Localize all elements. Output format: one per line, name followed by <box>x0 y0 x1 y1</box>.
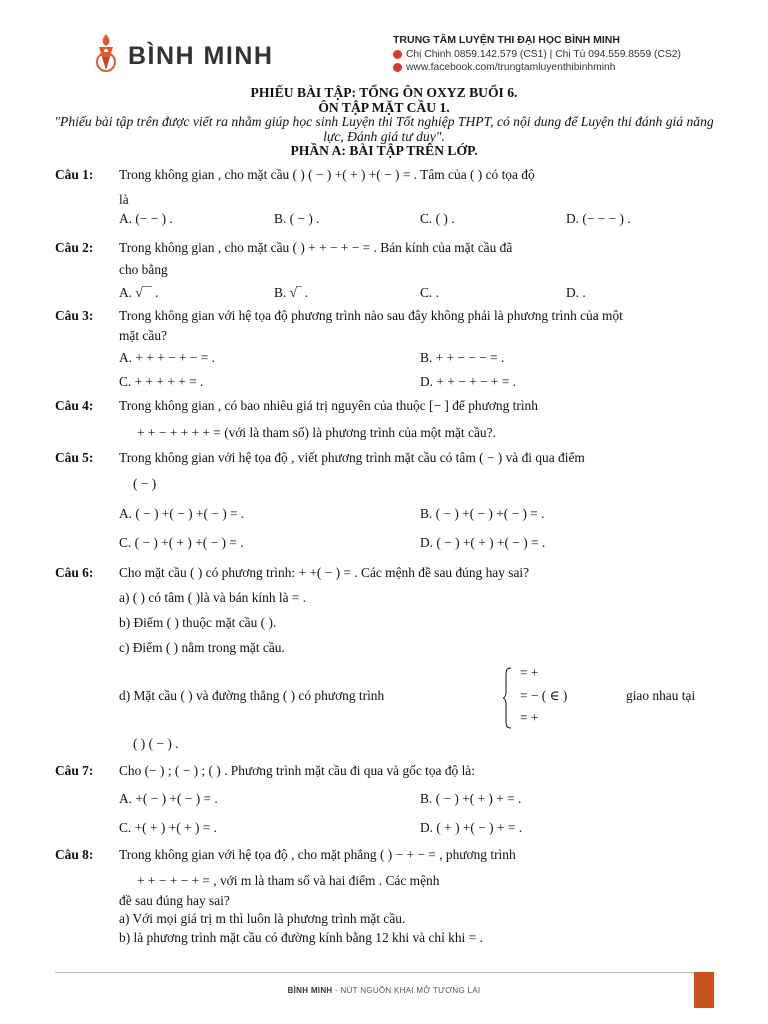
q3-text-2: mặt cầu? <box>119 328 167 343</box>
title-line-1: PHIẾU BÀI TẬP: TỔNG ÔN OXYZ BUỔI 6. <box>250 85 518 100</box>
q2-option-b: B. √‾ . <box>274 285 309 300</box>
q1-option-c: C. ( ) . <box>420 211 455 226</box>
q6-system-line-3: = + <box>520 710 539 725</box>
q8-text-3: đề sau đúng hay sai? <box>119 893 230 908</box>
q1-option-d: D. (− − − ) . <box>566 211 631 226</box>
q2-option-a: A. √‾‾ . <box>119 285 159 300</box>
q8-statement-b: b) là phương trình mặt cầu có đường kính bằng 12 khi và chỉ khi = . <box>119 930 483 945</box>
q7-label: Câu 7: <box>55 763 94 778</box>
pen-torch-logo-icon <box>92 30 120 74</box>
q2-option-c: C. . <box>420 285 439 300</box>
q6-statement-d: d) Mặt cầu ( ) và đường thẳng ( ) có phương trình <box>119 688 385 703</box>
q3-option-a: A. + + + − + − = . <box>119 350 216 365</box>
q3-option-b: B. + + − − − = . <box>420 350 505 365</box>
q2-text: Trong không gian , cho mặt cầu ( ) + + − + − = . Bán kính của mặt cầu đã <box>119 240 513 255</box>
q6-system-line-2: = − ( ∈ ) <box>520 688 568 703</box>
title-quote: "Phiếu bài tập trên được viết ra nhằm giúp học sinh Luyện thi Tốt nghiệp THPT, có nội dung để Luyện thi đánh giá năng lực, Đánh giá tư duy". <box>54 114 714 144</box>
facebook-icon <box>393 63 402 72</box>
q6-statement-b: b) Điểm ( ) thuộc mặt cầu ( ). <box>119 615 277 630</box>
q7-option-b: B. ( − ) +( + ) + = . <box>420 791 522 806</box>
q7-option-c: C. +( + ) +( + ) = . <box>119 820 218 835</box>
q1-text: Trong không gian , cho mặt cầu ( ) ( − ) +( + ) +( − ) = . Tâm của ( ) có tọa độ <box>119 167 535 182</box>
worksheet-title <box>0 86 768 159</box>
q4-text: Trong không gian , có bao nhiêu giá trị nguyên của thuộc [− ] để phương trình <box>119 398 538 413</box>
q5-option-a: A. ( − ) +( − ) +( − ) = . <box>119 506 245 521</box>
q2-text-2: cho bằng <box>119 262 168 277</box>
q3-option-c: C. + + + + + = . <box>119 374 204 389</box>
q6-statement-d-2: ( ) ( − ) . <box>133 736 179 751</box>
facebook-link[interactable]: www.facebook.com/trungtamluyenthibinhminh <box>406 62 616 73</box>
section-heading: PHẦN A: BÀI TẬP TRÊN LỚP. <box>290 143 478 158</box>
page-header <box>0 0 768 88</box>
footer-brand: BÌNH MINH <box>287 986 333 995</box>
q6-statement-a: a) ( ) có tâm ( )là và bán kính là = . <box>119 590 307 605</box>
q5-option-b: B. ( − ) +( − ) +( − ) = . <box>420 506 545 521</box>
q1-option-a: A. (− − ) . <box>119 211 173 226</box>
q5-text-2: ( − ) <box>133 476 157 491</box>
q6-label: Câu 6: <box>55 565 94 580</box>
q5-label: Câu 5: <box>55 450 94 465</box>
q1-option-b: B. ( − ) . <box>274 211 320 226</box>
q4-text-2: + + − + + + + = (với là tham số) là phương trình của một mặt cầu?. <box>137 425 496 440</box>
q6-statement-d-tail: giao nhau tại <box>626 688 696 703</box>
phone-numbers: Chị Chinh 0859.142.579 (CS1) | Chị Tú 094.559.8559 (CS2) <box>406 48 681 60</box>
q6-statement-c: c) Điểm ( ) nằm trong mặt cầu. <box>119 640 285 655</box>
system-brace <box>502 667 512 729</box>
q1-text-2: là <box>119 192 129 207</box>
q5-option-c: C. ( − ) +( + ) +( − ) = . <box>119 535 244 550</box>
title-line-2: ÔN TẬP MẶT CẦU 1. <box>318 99 450 115</box>
brand-name: BÌNH MINH <box>128 42 274 70</box>
contact-block <box>393 34 681 75</box>
q8-text-2: + + − + − + = , với m là tham số và hai điểm . Các mệnh <box>137 873 440 888</box>
q2-label: Câu 2: <box>55 240 94 255</box>
q5-option-d: D. ( − ) +( + ) +( − ) = . <box>420 535 546 550</box>
footer-slogan: - NÚT NGUỒN KHAI MỞ TƯƠNG LAI <box>332 986 481 995</box>
q2-option-d: D. . <box>566 285 586 300</box>
q8-text: Trong không gian với hệ tọa độ , cho mặt phẳng ( ) − + − = , phương trình <box>119 847 516 862</box>
phone-icon <box>393 50 402 59</box>
center-name: TRUNG TÂM LUYỆN THI ĐẠI HỌC BÌNH MINH <box>393 34 620 46</box>
page-footer <box>0 986 768 995</box>
q8-label: Câu 8: <box>55 847 94 862</box>
q3-label: Câu 3: <box>55 308 94 323</box>
q8-statement-a: a) Với mọi giá trị m thì luôn là phương trình mặt cầu. <box>119 911 406 926</box>
q3-option-d: D. + + − + − + = . <box>420 374 517 389</box>
q1-label: Câu 1: <box>55 167 94 182</box>
q6-system-line-1: = + <box>520 665 539 680</box>
footer-divider <box>55 972 715 973</box>
q7-option-a: A. +( − ) +( − ) = . <box>119 791 218 806</box>
q4-label: Câu 4: <box>55 398 94 413</box>
q5-text: Trong không gian với hệ tọa độ , viết phương trình mặt cầu có tâm ( − ) và đi qua điểm <box>119 450 585 465</box>
q6-text: Cho mặt cầu ( ) có phương trình: + +( − ) = . Các mệnh đề sau đúng hay sai? <box>119 565 530 580</box>
q3-text: Trong không gian với hệ tọa độ phương trình nào sau đây không phải là phương trình của một <box>119 308 623 323</box>
q7-option-d: D. ( + ) +( − ) + = . <box>420 820 523 835</box>
q7-text: Cho (− ) ; ( − ) ; ( ) . Phương trình mặt cầu đi qua và gốc tọa độ là: <box>119 763 475 778</box>
